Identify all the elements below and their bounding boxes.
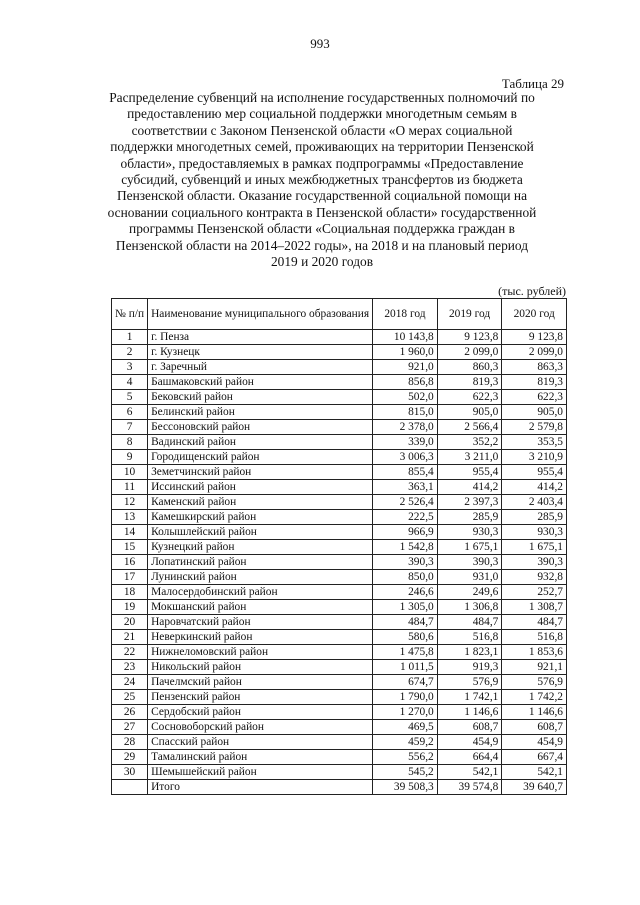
table-row [112,510,567,525]
row-num: 24 [112,675,148,690]
row-2020: 1 675,1 [502,540,567,555]
row-num: 21 [112,630,148,645]
row-name: Шемышейский район [148,765,373,780]
row-2020: 1 308,7 [502,600,567,615]
row-2018: 222,5 [373,510,438,525]
row-2019: 542,1 [437,765,502,780]
table-row [112,555,567,570]
row-2019: 1 823,1 [437,645,502,660]
row-name: Колышлейский район [148,525,373,540]
row-name: Сердобский район [148,705,373,720]
row-2020: 1 742,2 [502,690,567,705]
row-2020: 353,5 [502,435,567,450]
row-name: Лопатинский район [148,555,373,570]
row-num: 13 [112,510,148,525]
row-num: 3 [112,360,148,375]
row-2020: 454,9 [502,735,567,750]
row-2018: 815,0 [373,405,438,420]
row-2018: 2 378,0 [373,420,438,435]
table-row [112,615,567,630]
row-2019: 664,4 [437,750,502,765]
table-row [112,345,567,360]
row-name: Малосердобинский район [148,585,373,600]
table-body [112,330,567,795]
row-name: Пачелмский район [148,675,373,690]
row-name: Вадинский район [148,435,373,450]
table-row [112,330,567,345]
table-row [112,750,567,765]
row-2019: 352,2 [437,435,502,450]
row-num [112,780,148,795]
table-row [112,480,567,495]
row-num: 10 [112,465,148,480]
row-2019: 1 742,1 [437,690,502,705]
row-2020: 390,3 [502,555,567,570]
units-label: (тыс. рублей) [498,284,566,298]
row-2019: 484,7 [437,615,502,630]
row-2018: 339,0 [373,435,438,450]
table-row [112,705,567,720]
row-name: Нижнеломовский район [148,645,373,660]
row-2019: 249,6 [437,585,502,600]
row-num: 29 [112,750,148,765]
row-2020: 542,1 [502,765,567,780]
table-row [112,405,567,420]
row-num: 17 [112,570,148,585]
title-line: области», предоставляемых в рамках подпрограммы «Предоставление [120,155,524,171]
row-name: Бессоновский район [148,420,373,435]
table-row [112,540,567,555]
row-2018: 1 305,0 [373,600,438,615]
row-2018: 674,7 [373,675,438,690]
row-2019: 576,9 [437,675,502,690]
row-2020: 930,3 [502,525,567,540]
row-name: Камешкирский район [148,510,373,525]
row-num: 25 [112,690,148,705]
table-row [112,645,567,660]
row-name: Пензенский район [148,690,373,705]
row-name: Бековский район [148,390,373,405]
row-2020: 2 099,0 [502,345,567,360]
row-2020: 2 579,8 [502,420,567,435]
row-2020: 516,8 [502,630,567,645]
title-line: основании социального контракта в Пензенской области» государственной [107,204,537,220]
row-name: Кузнецкий район [148,540,373,555]
row-2020: 667,4 [502,750,567,765]
row-name: г. Пенза [148,330,373,345]
table-row [112,420,567,435]
table-row [112,720,567,735]
table-row [112,525,567,540]
document-title [78,90,566,270]
row-2019: 39 574,8 [437,780,502,795]
row-2018: 921,0 [373,360,438,375]
row-2018: 556,2 [373,750,438,765]
row-2018: 1 270,0 [373,705,438,720]
row-2018: 39 508,3 [373,780,438,795]
row-2020: 622,3 [502,390,567,405]
row-2018: 2 526,4 [373,495,438,510]
row-num: 16 [112,555,148,570]
header-num: № п/п [112,299,148,330]
row-num: 2 [112,345,148,360]
row-num: 15 [112,540,148,555]
subvention-table [111,298,567,795]
row-2018: 1 790,0 [373,690,438,705]
row-name: Тамалинский район [148,750,373,765]
row-2019: 819,3 [437,375,502,390]
row-num: 30 [112,765,148,780]
row-2019: 622,3 [437,390,502,405]
row-name: Каменский район [148,495,373,510]
row-2020: 3 210,9 [502,450,567,465]
row-2020: 576,9 [502,675,567,690]
row-2019: 608,7 [437,720,502,735]
row-num: 28 [112,735,148,750]
row-2020: 252,7 [502,585,567,600]
row-2019: 454,9 [437,735,502,750]
row-name: Итого [148,780,373,795]
row-2018: 545,2 [373,765,438,780]
row-2019: 930,3 [437,525,502,540]
row-name: Мокшанский район [148,600,373,615]
row-2019: 955,4 [437,465,502,480]
row-name: Наровчатский район [148,615,373,630]
row-name: Лунинский район [148,570,373,585]
row-num: 23 [112,660,148,675]
row-name: Белинский район [148,405,373,420]
row-2019: 285,9 [437,510,502,525]
row-2020: 2 403,4 [502,495,567,510]
row-2018: 1 011,5 [373,660,438,675]
table-label: Таблица 29 [501,76,564,91]
row-2018: 1 542,8 [373,540,438,555]
row-num: 8 [112,435,148,450]
title-line: соответствии с Законом Пензенской области «О мерах социальной [131,122,513,138]
table-row [112,495,567,510]
row-2020: 819,3 [502,375,567,390]
row-2019: 3 211,0 [437,450,502,465]
row-2020: 484,7 [502,615,567,630]
row-2019: 860,3 [437,360,502,375]
table-row [112,390,567,405]
row-2019: 1 675,1 [437,540,502,555]
row-2020: 1 853,6 [502,645,567,660]
table-row [112,675,567,690]
row-2019: 414,2 [437,480,502,495]
row-num: 27 [112,720,148,735]
row-2019: 516,8 [437,630,502,645]
table-header-row [112,299,567,330]
table-row [112,660,567,675]
row-2020: 932,8 [502,570,567,585]
row-num: 6 [112,405,148,420]
row-name: Городищенский район [148,450,373,465]
title-line: поддержки многодетных семей, проживающих на территории Пензенской [110,139,534,155]
row-2018: 459,2 [373,735,438,750]
table-row [112,435,567,450]
row-num: 20 [112,615,148,630]
row-2020: 39 640,7 [502,780,567,795]
row-2018: 246,6 [373,585,438,600]
table-row [112,465,567,480]
row-name: Неверкинский район [148,630,373,645]
header-2018: 2018 год [373,299,438,330]
row-2019: 1 146,6 [437,705,502,720]
row-num: 5 [112,390,148,405]
row-2018: 580,6 [373,630,438,645]
row-2019: 919,3 [437,660,502,675]
row-2019: 390,3 [437,555,502,570]
row-num: 19 [112,600,148,615]
table-row [112,570,567,585]
table-row [112,450,567,465]
table-row [112,375,567,390]
row-2018: 10 143,8 [373,330,438,345]
row-name: г. Кузнецк [148,345,373,360]
title-line: Распределение субвенций на исполнение государственных полномочий по [109,90,535,105]
row-2018: 966,9 [373,525,438,540]
row-num: 12 [112,495,148,510]
row-2020: 9 123,8 [502,330,567,345]
header-2020: 2020 год [502,299,567,330]
row-num: 26 [112,705,148,720]
row-num: 11 [112,480,148,495]
row-name: Никольский район [148,660,373,675]
row-2018: 469,5 [373,720,438,735]
row-2018: 855,4 [373,465,438,480]
row-2020: 955,4 [502,465,567,480]
row-name: Спасский район [148,735,373,750]
row-name: г. Заречный [148,360,373,375]
table-row [112,360,567,375]
row-2019: 1 306,8 [437,600,502,615]
table-row [112,600,567,615]
row-2018: 856,8 [373,375,438,390]
table-row [112,630,567,645]
row-2020: 921,1 [502,660,567,675]
table-row [112,585,567,600]
table-row [112,765,567,780]
row-2019: 931,0 [437,570,502,585]
row-num: 18 [112,585,148,600]
row-num: 14 [112,525,148,540]
row-2020: 905,0 [502,405,567,420]
row-num: 7 [112,420,148,435]
row-2019: 2 566,4 [437,420,502,435]
table-row [112,690,567,705]
row-2019: 2 099,0 [437,345,502,360]
title-line: 2019 и 2020 годов [270,254,374,270]
total-row [112,780,567,795]
title-line: субсидий, субвенций и иных межбюджетных трансфертов из бюджета [121,172,523,188]
title-line: программы Пензенской области «Социальная поддержка граждан в [129,221,515,237]
title-line: предоставлению мер социальной поддержки многодетным семьям в [127,106,517,122]
row-2018: 1 960,0 [373,345,438,360]
header-name: Наименование муниципального образования [148,299,373,330]
row-2018: 1 475,8 [373,645,438,660]
row-name: Сосновоборский район [148,720,373,735]
row-name: Башмаковский район [148,375,373,390]
row-2020: 863,3 [502,360,567,375]
row-num: 1 [112,330,148,345]
row-2019: 9 123,8 [437,330,502,345]
row-num: 9 [112,450,148,465]
row-name: Земетчинский район [148,465,373,480]
title-line: Пензенской области на 2014–2022 годы», на 2018 и на плановый период [115,237,529,253]
row-2018: 484,7 [373,615,438,630]
row-2018: 502,0 [373,390,438,405]
row-2018: 850,0 [373,570,438,585]
row-2019: 2 397,3 [437,495,502,510]
row-2020: 285,9 [502,510,567,525]
row-name: Иссинский район [148,480,373,495]
row-num: 4 [112,375,148,390]
row-2020: 608,7 [502,720,567,735]
row-2020: 414,2 [502,480,567,495]
row-2018: 390,3 [373,555,438,570]
row-2018: 3 006,3 [373,450,438,465]
page-number: 993 [310,36,330,51]
row-2019: 905,0 [437,405,502,420]
row-2020: 1 146,6 [502,705,567,720]
row-2018: 363,1 [373,480,438,495]
title-line: Пензенской области. Оказание государственной социальной помощи на [116,188,528,204]
header-2019: 2019 год [437,299,502,330]
table-row [112,735,567,750]
row-num: 22 [112,645,148,660]
